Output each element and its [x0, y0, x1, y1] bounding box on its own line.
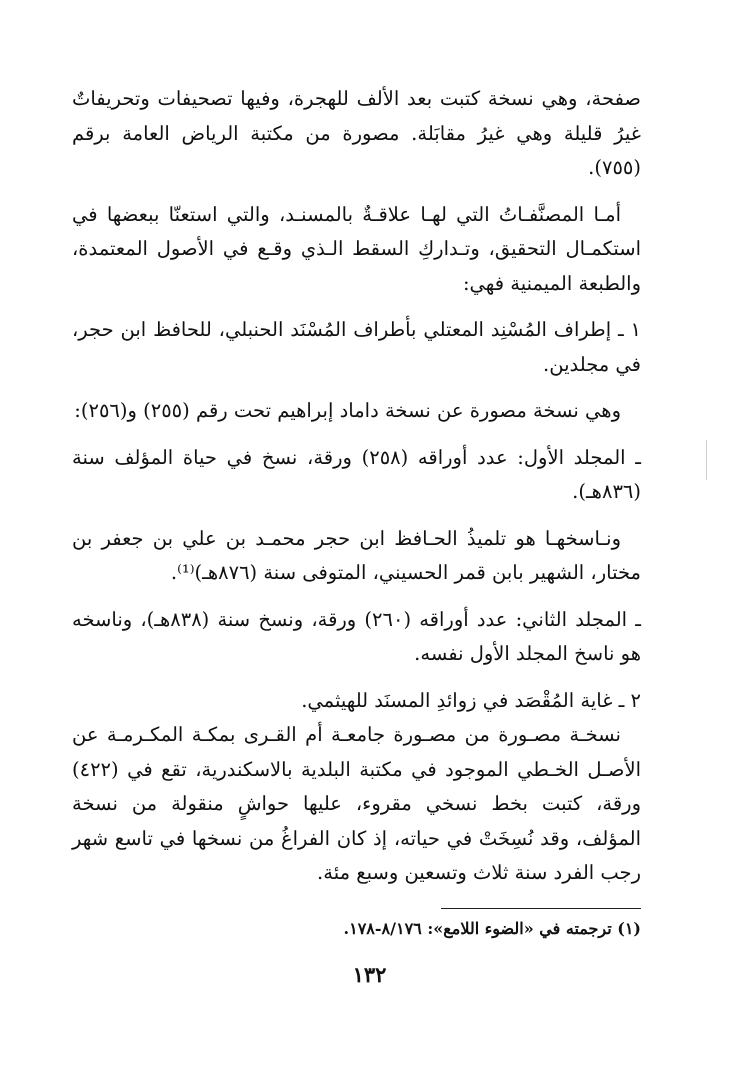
- paragraph-manuscript-description: صفحة، وهي نسخة كتبت بعد الألف للهجرة، وفيها تصحيفات وتحريفاتٌ غيرُ قليلة وهي غيرُ مقابَلة. مصورة من مكتبة الرياض العامة برقم (٧٥٥).: [72, 87, 641, 179]
- footnote: (١) ترجمته في «الضوء اللامع»: ٨/١٧٦-١٧٨.: [343, 919, 641, 938]
- item-1-source: وهي نسخة مصورة عن نسخة داماد إبراهيم تحت رقم (٢٥٥) و(٢٥٦):: [74, 399, 621, 422]
- page-number: ١٣٢: [352, 962, 387, 987]
- paragraph-related-works-intro: أمـا المصنَّفـاتُ التي لهـا علاقـةٌ بالمسنـد، والتي استعنّا ببعضها في استكمـال التحقيق، وتـداركِ السقط الـذي وقـع في الأصول المعتمدة، والطبعة الميمنية فهي:: [72, 202, 641, 295]
- item-2-title: ٢ ـ غاية المُقْصَد في زوائدِ المسنَد للهيثمي.: [301, 688, 641, 712]
- item-1-title: ١ ـ إطراف المُسْنِد المعتلي بأطراف المُسْنَد الحنبلي، للحافظ ابن حجر، في مجلدين.: [72, 318, 641, 376]
- item-2-description: نسخـة مصـورة من مصـورة جامعـة أم القـرى بمكـة المكـرمـة عن الأصـل الخـطي الموجود في مكتبة البلدية بالاسكندرية، تقع في (٤٢٢) ورقة، كتبت بخط نسخي مقروء، عليها حواشٍ منقولة من نسخة المؤلف، وقد نُسِخَتْ في حياته، إذ كان الفراغُ من نسخها في تاسع شهر رجب الفرد سنة ثلاث وتسعين وسبع مئة.: [72, 723, 641, 884]
- copyist-description: ونـاسخهـا هو تلميذُ الحـافظ ابن حجر محمـد بن علي بن جعفر بن مختار، الشهير بابن قمر الحسيني، المتوفى سنة (٨٧٦هـ)⁽¹⁾.: [72, 526, 641, 584]
- volume-1-description: ـ المجلد الأول: عدد أوراقه (٢٥٨) ورقة، نسخ في حياة المؤلف سنة (٨٣٦هـ).: [72, 445, 641, 503]
- main-text: [72, 82, 641, 891]
- footnote-divider: [441, 908, 641, 909]
- scan-margin-mark: [706, 440, 707, 480]
- volume-2-description: ـ المجلد الثاني: عدد أوراقه (٢٦٠) ورقة، ونسخ سنة (٨٣٨هـ)، وناسخه هو ناسخ المجلد الأول نفسه.: [72, 607, 641, 665]
